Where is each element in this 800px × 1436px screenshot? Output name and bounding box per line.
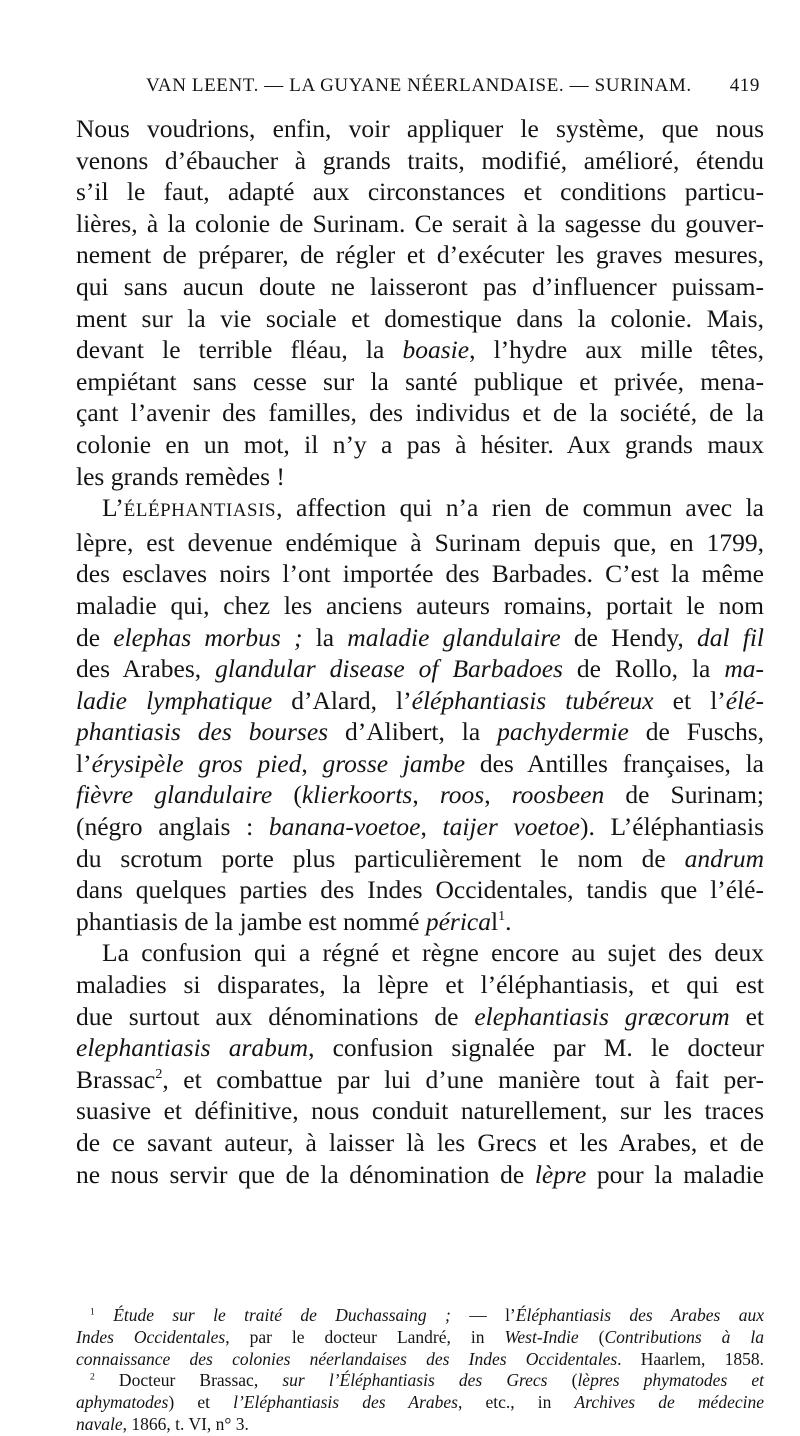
text-run: , l’hydre aux mille têtes, (469, 335, 764, 365)
text-run: ). L’éléphantiasis (580, 812, 764, 842)
text-run: ( (578, 1326, 605, 1347)
italic-term: elephantiasis græcorum (474, 1001, 730, 1031)
footnotes (76, 1305, 764, 1436)
text-line (76, 685, 764, 717)
footnote-line (76, 1392, 764, 1414)
text-run: , etc., in (457, 1392, 575, 1413)
text-run: Docteur Brassac, (94, 1370, 283, 1391)
text-run: lèpre, est devenue endémique à Surinam depuis que, en 1799, (76, 527, 764, 557)
text-run: colonie en un mot, il n’y a pas à hésiter. Aux grands maux (76, 429, 764, 459)
text-run: des Antilles françaises, la (465, 748, 764, 778)
footnote-line (76, 1349, 764, 1371)
italic-term: périca (425, 906, 491, 936)
small-caps-term: ÉLÉPHANTIASIS (123, 500, 277, 522)
text-run: ment sur la vie sociale et domestique dans la colonie. Mais, (76, 303, 764, 333)
text-line (76, 590, 764, 622)
text-line (76, 303, 764, 335)
text-run: venons d’ébaucher à grands traits, modifié, amélioré, étendu (76, 145, 764, 175)
text-line (76, 271, 764, 303)
footnote-line (76, 1414, 764, 1436)
text-line (76, 176, 764, 208)
text-line (76, 1159, 764, 1191)
text-run: , par le docteur Landré, in (225, 1326, 505, 1347)
italic-term: fièvre glandulaire (76, 780, 273, 810)
text-line (76, 429, 764, 461)
text-line (76, 653, 764, 685)
page-number: 419 (729, 75, 760, 96)
text-run: , (412, 780, 440, 810)
text-line (76, 527, 764, 559)
text-line (76, 843, 764, 875)
italic-term: lèpres phymatodes et (577, 1370, 765, 1391)
italic-term: ladie lymphatique (76, 685, 273, 715)
text-line (76, 208, 764, 240)
italic-term: navale (76, 1413, 123, 1434)
italic-term: banana-voetoe (268, 812, 421, 842)
italic-term: glandular disease of Barbadoes (215, 654, 563, 684)
italic-term: West-Indie (504, 1326, 579, 1347)
text-run: de Hendy, (560, 622, 697, 652)
footnote-line (76, 1305, 764, 1327)
text-line (76, 779, 764, 811)
text-run: çant l’avenir des familles, des individus et de la société, de la (76, 398, 764, 428)
text-run: de ce savant auteur, à laisser là les Grecs et les Arabes, et de (76, 1128, 764, 1157)
text-line (76, 113, 764, 145)
text-run: , (301, 748, 323, 778)
running-title: VAN LEENT. — LA GUYANE NÉERLANDAISE. — SURINAM. (146, 75, 692, 96)
italic-term: érysipèle gros pied (91, 748, 302, 778)
italic-term: klierkoorts (301, 780, 413, 810)
italic-term: phantiasis des bourses (76, 717, 329, 747)
text-line (76, 1001, 764, 1033)
text-line (76, 811, 764, 843)
italic-term: dal fil (696, 622, 765, 652)
italic-term: aphymatodes (76, 1392, 169, 1413)
text-run (95, 1305, 113, 1325)
text-run: des Arabes, (76, 654, 216, 684)
italic-term: l’Eléphantiasis des Arabes (233, 1392, 458, 1413)
text-line (76, 239, 764, 271)
italic-term: pachydermie (497, 717, 629, 747)
text-line (76, 366, 764, 398)
italic-term: boasie (402, 335, 470, 365)
text-run: ( (272, 780, 302, 810)
footnote-line (76, 1370, 764, 1392)
text-run: la (302, 622, 348, 652)
italic-term: élé- (725, 685, 764, 715)
italic-term: Archives de médecine (574, 1392, 764, 1413)
text-run: et (729, 1001, 764, 1031)
text-line (76, 558, 764, 590)
text-run: l’ (76, 748, 92, 778)
text-run: du scrotum porte plus particulièrement le nom de (76, 843, 685, 873)
italic-term: grosse jambe (322, 748, 466, 778)
italic-term: éléphantiasis tubéreux (411, 685, 654, 715)
italic-term: Éléphantiasis des Arabes aux (515, 1305, 764, 1325)
text-line (76, 969, 764, 1001)
text-line (76, 716, 764, 748)
text-run: ne nous servir que de la dénomination de (76, 1159, 535, 1189)
text-run: Brassac (76, 1064, 156, 1094)
text-line (76, 492, 764, 527)
italic-term: taijer voetoe (442, 812, 580, 842)
text-line (76, 397, 764, 429)
text-run: pour la maladie (586, 1159, 764, 1189)
text-line (76, 937, 764, 969)
footnote-marker: 1 (498, 909, 506, 925)
text-run: nement de préparer, de régler et d’exécuter les graves mesures, (76, 240, 764, 270)
text-run: l (490, 906, 499, 936)
text-run: . (505, 906, 512, 936)
italic-term: roosbeen (511, 780, 605, 810)
text-run: , affection qui n’a rien de commun avec la (276, 493, 764, 523)
text-line (76, 906, 764, 938)
text-run: lières, à la colonie de Surinam. Ce serait à la sagesse du gouver- (76, 208, 764, 238)
text-run: empiétant sans cesse sur la santé publique et privée, mena- (76, 366, 764, 396)
text-line (76, 461, 764, 493)
text-line (76, 1127, 764, 1159)
text-line (76, 145, 764, 177)
text-run: maladie qui, chez les anciens auteurs romains, portait le nom (76, 590, 764, 620)
italic-term: andrum (684, 843, 764, 873)
text-run: , (484, 780, 512, 810)
text-line (76, 1064, 764, 1096)
italic-term: connaissance des colonies néerlandaises des Indes Occidentales (76, 1348, 618, 1369)
footnote-marker: 2 (155, 1067, 163, 1082)
text-run: des esclaves noirs l’ont importée des Barbades. C’est la même (76, 559, 764, 589)
italic-term: sur l’Éléphantiasis des Grecs (282, 1370, 548, 1391)
text-run: , et combattue par lui d’une manière tout à fait per- (162, 1064, 764, 1094)
text-run: de Fuschs, (628, 717, 764, 747)
italic-term: elephantiasis arabum (76, 1033, 309, 1063)
text-line (76, 622, 764, 654)
text-run: — l’ (450, 1305, 516, 1325)
text-line (76, 1095, 764, 1127)
footnote-line (76, 1327, 764, 1349)
text-run: , 1866, t. VI, n° 3. (122, 1413, 249, 1434)
text-run: (négro anglais : (76, 812, 269, 842)
text-run: ( (547, 1370, 578, 1391)
text-run: , (420, 812, 443, 842)
italic-term: Contributions à la (604, 1326, 765, 1347)
text-run: de Rollo, la (562, 654, 725, 684)
italic-term: roos (439, 780, 485, 810)
text-run: Nous voudrions, enfin, voir appliquer le système, que nous (76, 114, 764, 143)
body-text (76, 113, 764, 1190)
italic-term: elephas morbus ; (113, 622, 303, 652)
text-run: maladies si disparates, la lèpre et l’éléphantiasis, et qui est (76, 970, 764, 1000)
text-run: les grands remèdes ! (76, 461, 285, 491)
text-line (76, 874, 764, 906)
text-run: , confusion signalée par M. le docteur (308, 1033, 764, 1063)
text-run: d’Alard, l’ (272, 685, 412, 715)
text-run: La confusion qui a régné et règne encore au sujet des deux (102, 938, 764, 968)
text-run: qui sans aucun doute ne laisseront pas d’influencer puissam- (76, 271, 764, 301)
text-line (76, 1032, 764, 1064)
text-run: dans quelques parties des Indes Occidentales, tandis que l’élé- (76, 875, 764, 905)
text-run: due surtout aux dénominations de (76, 1001, 475, 1031)
footnote-marker: 2 (90, 1371, 95, 1383)
text-run: et l’ (653, 685, 726, 715)
text-run: suasive et définitive, nous conduit naturellement, sur les traces (76, 1096, 764, 1126)
text-run: phantiasis de la jambe est nommé (76, 906, 426, 936)
text-run: d’Alibert, la (328, 717, 498, 747)
italic-term: ma- (724, 654, 764, 684)
italic-term: lèpre (534, 1159, 587, 1189)
text-run: devant le terrible fléau, la (76, 335, 403, 365)
italic-term: Indes Occidentales (76, 1326, 226, 1347)
italic-term: Étude sur le traité de Duchassaing ; (113, 1305, 451, 1325)
text-line (76, 748, 764, 780)
text-line (76, 334, 764, 366)
italic-term: maladie glandulaire (347, 622, 561, 652)
text-run: de (76, 622, 114, 652)
text-run: de Surinam; (604, 780, 765, 810)
text-run: s’il le faut, adapté aux circonstances et conditions particu- (76, 177, 764, 207)
footnote-marker: 1 (90, 1306, 95, 1318)
text-run: L’ (102, 493, 124, 523)
text-run: ) et (168, 1392, 234, 1413)
text-run: . Haarlem, 1858. (617, 1348, 764, 1369)
running-header (76, 74, 760, 98)
